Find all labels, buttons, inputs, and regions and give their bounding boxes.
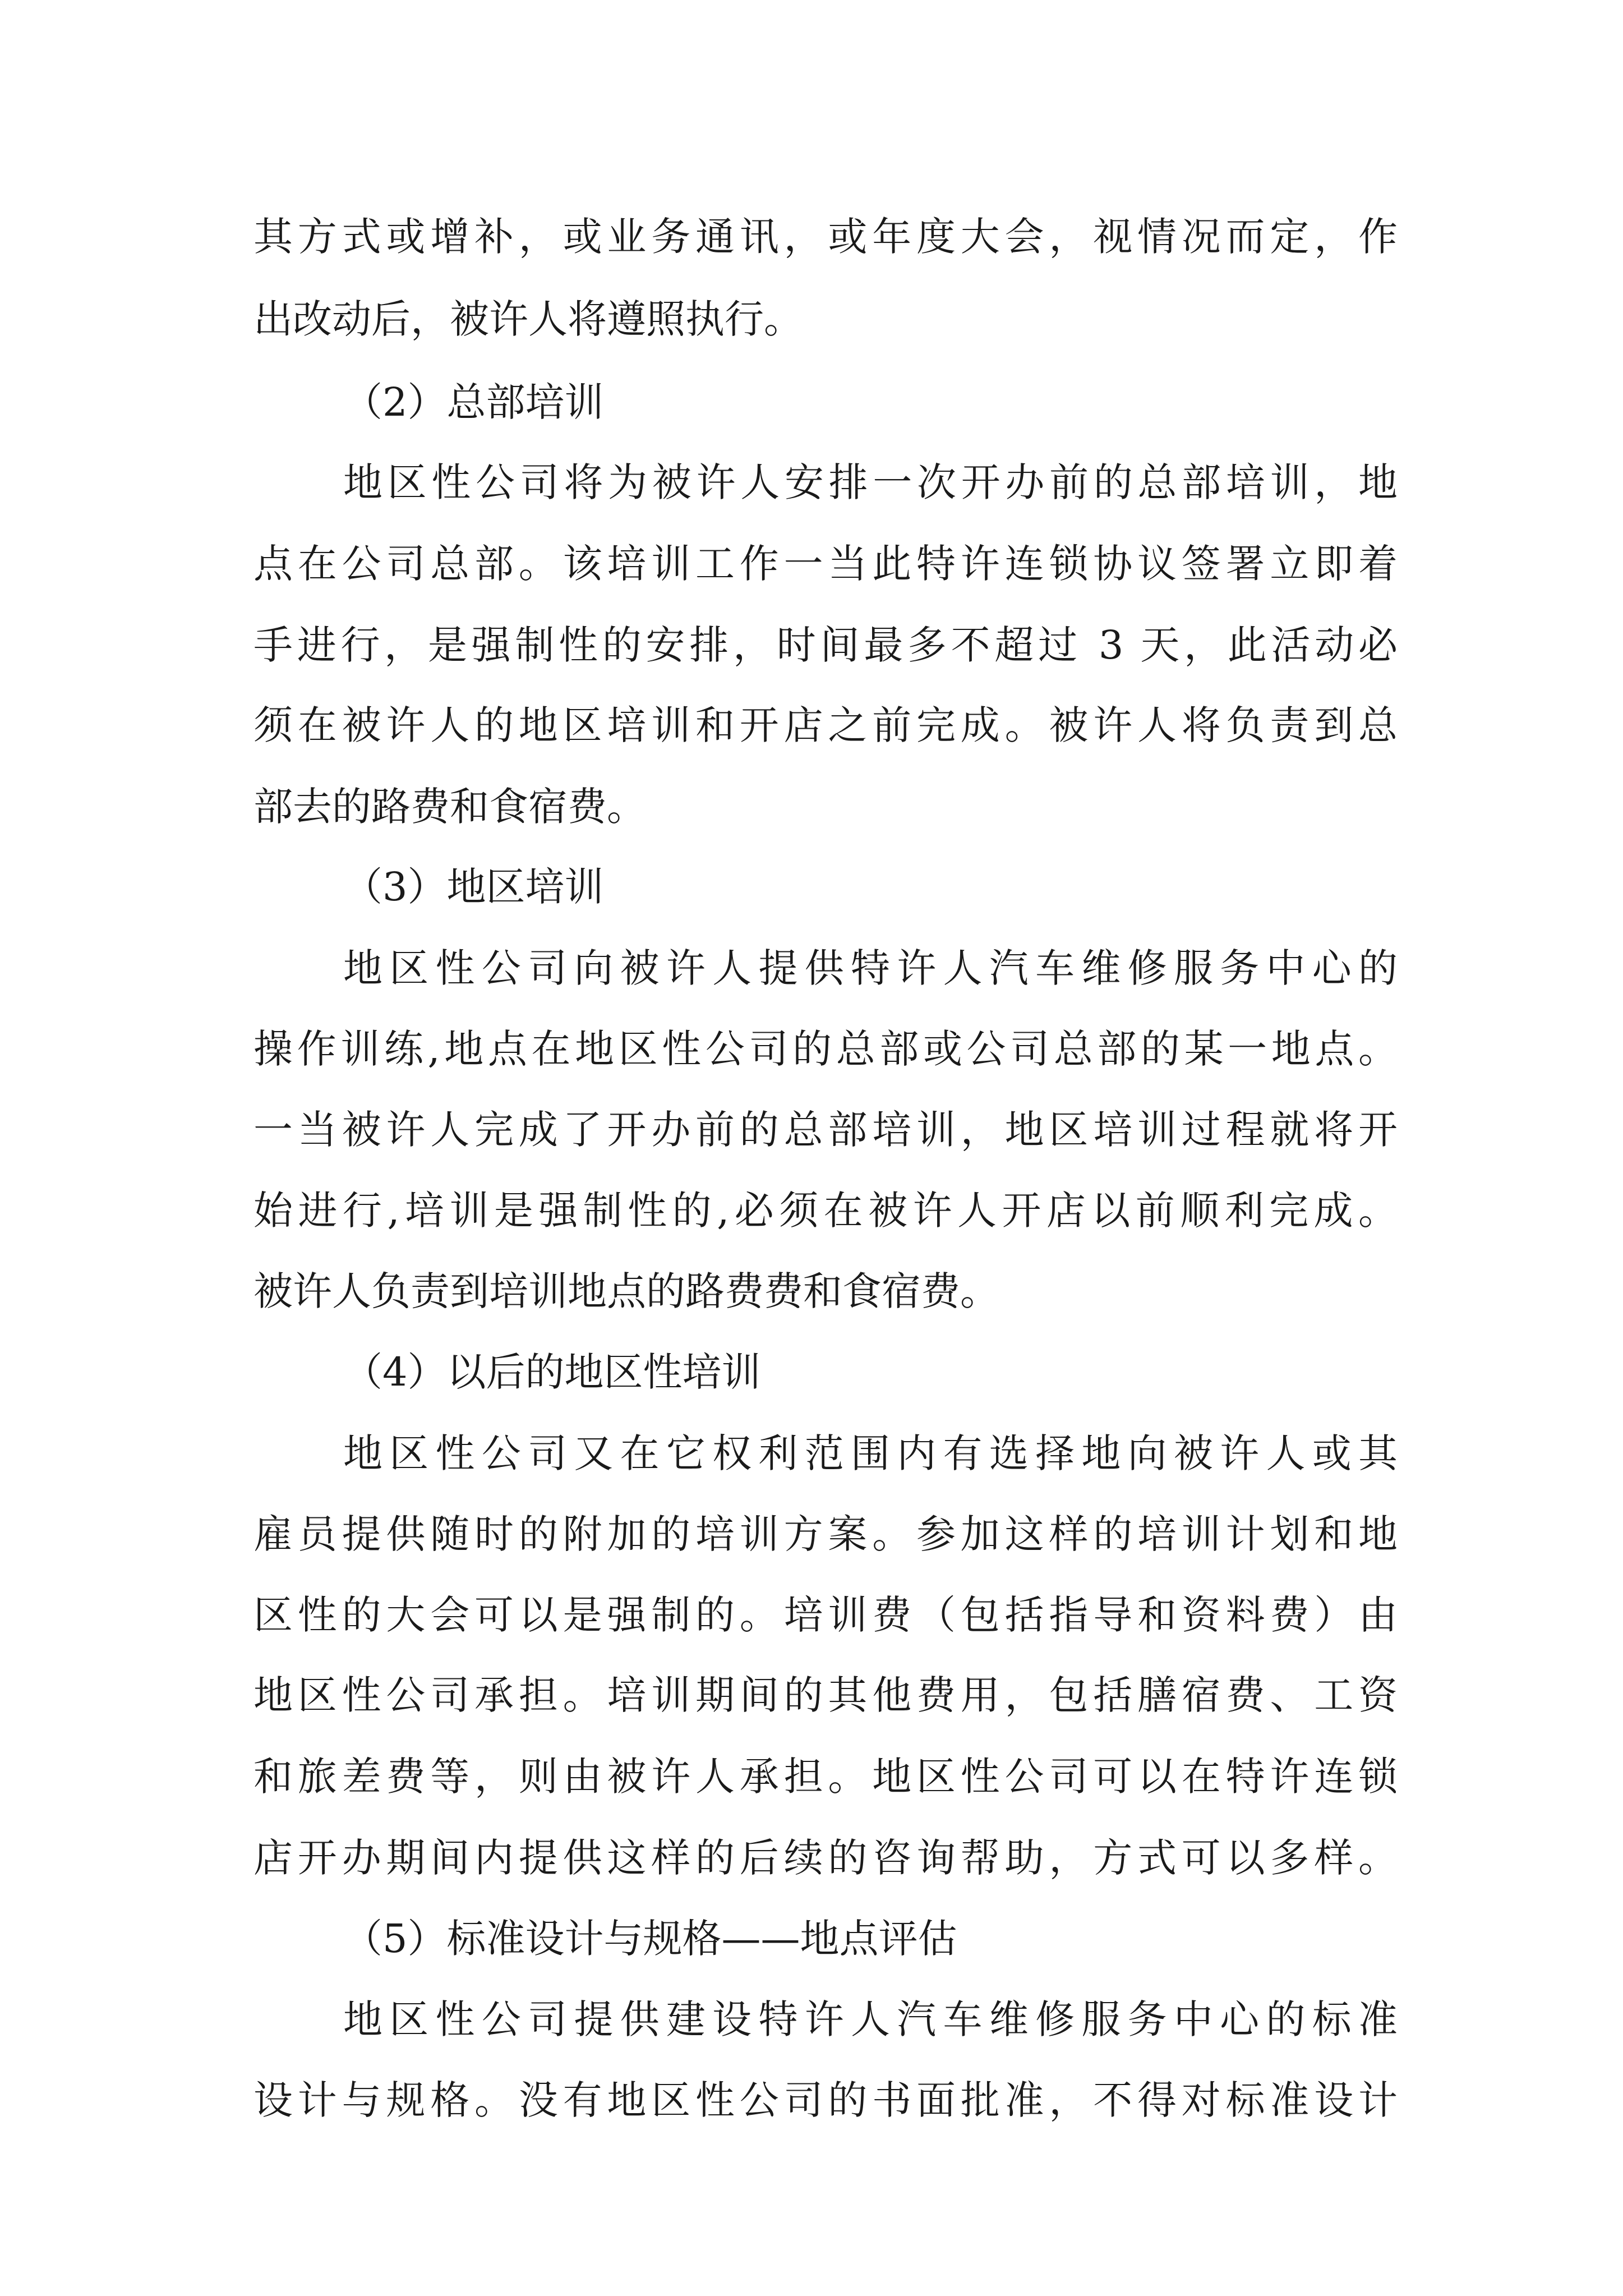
paragraph-line: 点在公司总部。该培训工作一当此特许连锁协议签署立即着 xyxy=(253,541,1398,587)
section-heading: （2）总部培训 xyxy=(343,379,604,425)
paragraph-line: 地区性公司又在它权利范围内有选择地向被许人或其 xyxy=(343,1430,1398,1476)
paragraph-line: 其方式或增补，或业务通讯，或年度大会，视情况而定，作 xyxy=(253,214,1398,260)
paragraph-line: 操作训练,地点在地区性公司的总部或公司总部的某一地点。 xyxy=(253,1026,1398,1072)
paragraph-line: 地区性公司提供建设特许人汽车维修服务中心的标准 xyxy=(343,1996,1398,2042)
paragraph-line: 地区性公司承担。培训期间的其他费用，包括膳宿费、工资 xyxy=(253,1672,1398,1718)
section-heading: （4）以后的地区性培训 xyxy=(343,1349,761,1395)
paragraph-line: 一当被许人完成了开办前的总部培训，地区培训过程就将开 xyxy=(253,1107,1398,1153)
paragraph-line: 须在被许人的地区培训和开店之前完成。被许人将负责到总 xyxy=(253,702,1398,748)
paragraph-line: 手进行，是强制性的安排，时间最多不超过 3 天，此活动必 xyxy=(253,622,1398,668)
paragraph-line: 店开办期间内提供这样的后续的咨询帮助，方式可以多样。 xyxy=(253,1835,1398,1881)
paragraph-line: 被许人负责到培训地点的路费费和食宿费。 xyxy=(253,1268,999,1314)
paragraph-line: 出改动后，被许人将遵照执行。 xyxy=(253,296,803,342)
paragraph-line: 和旅差费等，则由被许人承担。地区性公司可以在特许连锁 xyxy=(253,1754,1398,1800)
section-heading: （5）标准设计与规格——地点评估 xyxy=(343,1916,957,1962)
paragraph-line: 地区性公司向被许人提供特许人汽车维修服务中心的 xyxy=(343,945,1398,991)
paragraph-line: 雇员提供随时的附加的培训方案。参加这样的培训计划和地 xyxy=(253,1511,1398,1557)
paragraph-line: 区性的大会可以是强制的。培训费（包括指导和资料费）由 xyxy=(253,1592,1398,1638)
section-heading: （3）地区培训 xyxy=(343,864,604,910)
paragraph-line: 设计与规格。没有地区性公司的书面批准，不得对标准设计 xyxy=(253,2077,1398,2123)
paragraph-line: 地区性公司将为被许人安排一次开办前的总部培训，地 xyxy=(343,459,1398,505)
paragraph-line: 始进行,培训是强制性的,必须在被许人开店以前顺利完成。 xyxy=(253,1188,1398,1234)
paragraph-line: 部去的路费和食宿费。 xyxy=(253,784,646,830)
